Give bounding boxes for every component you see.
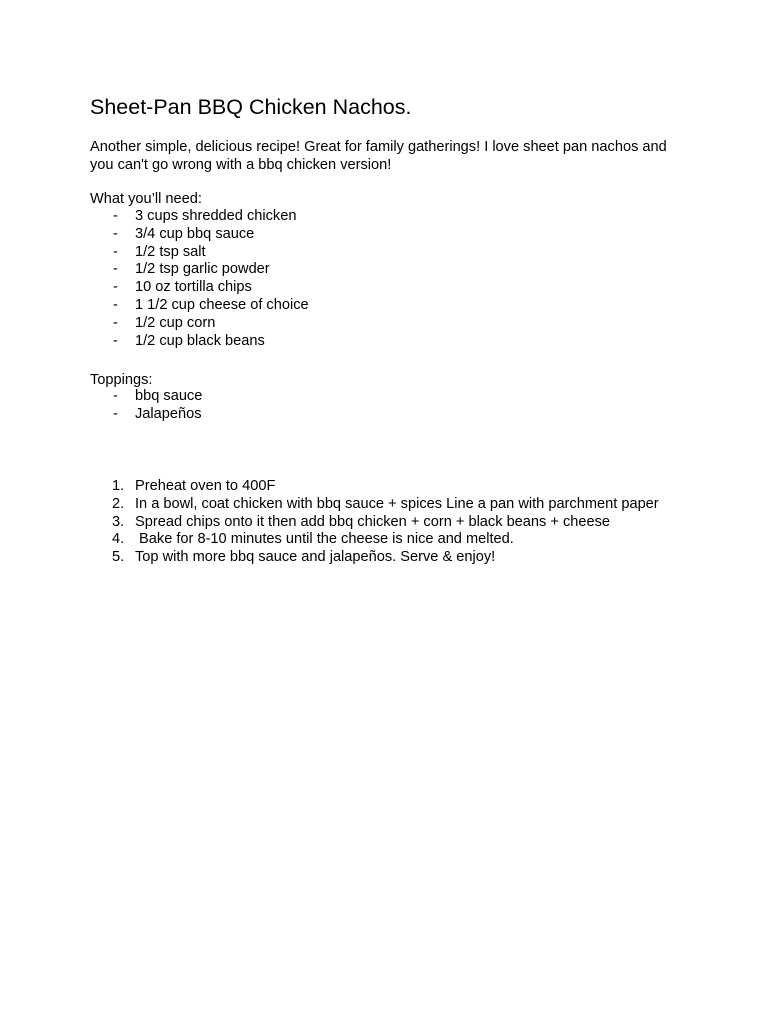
bullet-dash: - xyxy=(113,225,118,242)
step-number: 1. xyxy=(112,478,125,494)
bullet-dash: - xyxy=(113,296,118,313)
ingredients-label: What you’ll need: xyxy=(90,191,202,207)
ingredient-text: 1/2 cup corn xyxy=(135,314,216,331)
bullet-dash: - xyxy=(113,261,118,278)
topping-text: bbq sauce xyxy=(135,388,203,404)
ingredient-text: 1/2 cup black beans xyxy=(135,332,265,349)
bullet-dash: - xyxy=(113,279,118,296)
bullet-dash: - xyxy=(113,243,118,260)
step-text: In a bowl, coat chicken with bbq sauce + spices Line a pan with parchment paper xyxy=(135,495,659,512)
bullet-dash: - xyxy=(113,405,118,422)
recipe-intro: Another simple, delicious recipe! Great for family gatherings! I love sheet pan nachos and you can't go wrong with a bbq chicken version! xyxy=(90,139,667,173)
step-text: Spread chips onto it then add bbq chicken + corn + black beans + cheese xyxy=(135,513,611,530)
step-text: Preheat oven to 400F xyxy=(135,478,276,494)
ingredient-text: 10 oz tortilla chips xyxy=(135,279,252,296)
ingredient-text: 3/4 cup bbq sauce xyxy=(135,225,255,242)
bullet-dash: - xyxy=(113,314,118,331)
step-number: 5. xyxy=(112,549,125,566)
step-number: 3. xyxy=(112,513,125,530)
topping-text: Jalapeños xyxy=(135,405,202,422)
ingredient-text: 1 1/2 cup cheese of choice xyxy=(135,296,309,313)
step-number: 2. xyxy=(112,495,125,512)
bullet-dash: - xyxy=(113,388,118,404)
step-text: Bake for 8-10 minutes until the cheese is nice and melted. xyxy=(135,531,514,548)
ingredient-text: 1/2 tsp salt xyxy=(135,243,206,260)
ingredient-text: 1/2 tsp garlic powder xyxy=(135,261,270,278)
toppings-label: Toppings: xyxy=(90,372,153,388)
step-text: Top with more bbq sauce and jalapeños. Serve & enjoy! xyxy=(135,549,496,566)
bullet-dash: - xyxy=(113,332,118,349)
recipe-title: Sheet-Pan BBQ Chicken Nachos. xyxy=(90,95,412,119)
ingredient-text: 3 cups shredded chicken xyxy=(135,208,297,224)
bullet-dash: - xyxy=(113,208,118,224)
step-number: 4. xyxy=(112,531,125,548)
